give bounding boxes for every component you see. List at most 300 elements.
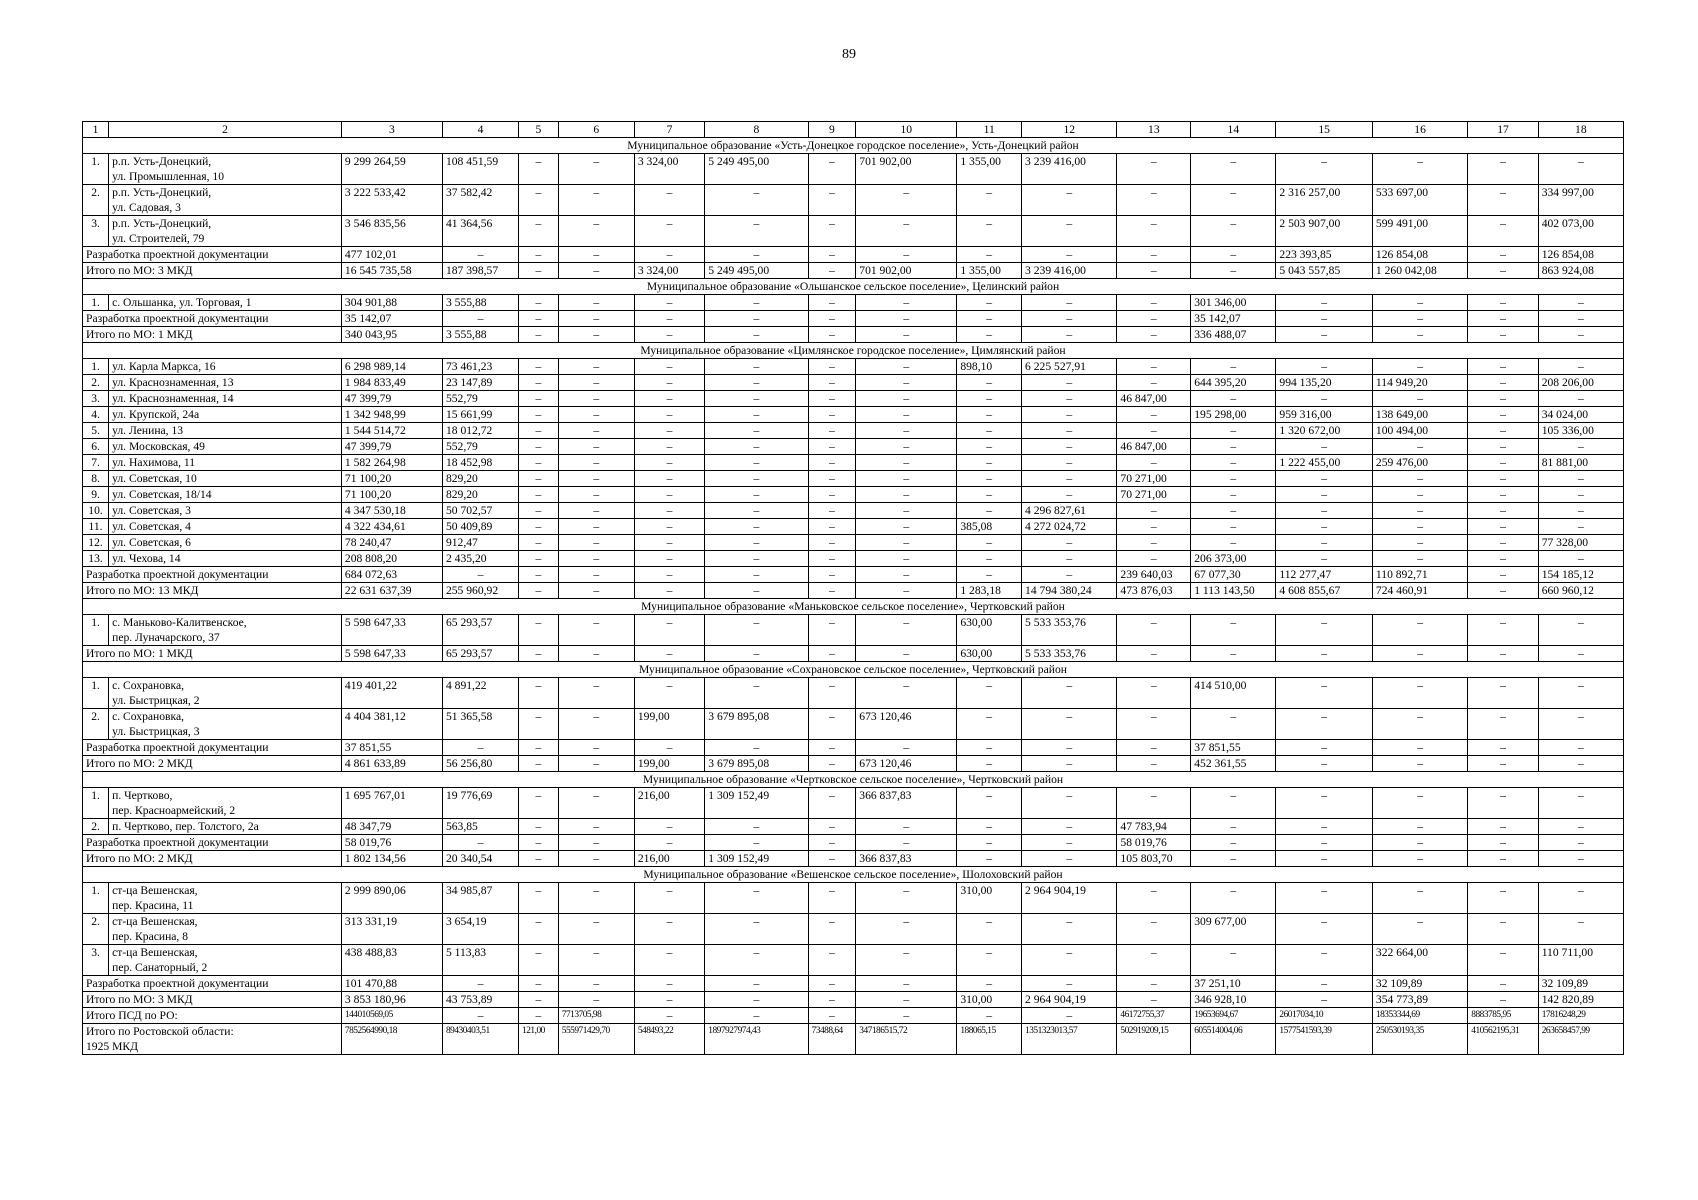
value-cell-col6: – (558, 756, 634, 772)
value-cell-col6: – (558, 391, 634, 407)
value-cell-col9: – (808, 519, 856, 535)
table-row (83, 551, 1624, 567)
value-cell-col12: 5 533 353,76 (1022, 615, 1117, 646)
value-cell-col4: 563,85 (442, 819, 518, 835)
section-title-row (83, 279, 1624, 295)
value-cell-col9: – (808, 535, 856, 551)
value-cell-col10: – (856, 185, 957, 216)
value-cell-col13: – (1117, 646, 1191, 662)
row-number: 2. (83, 185, 109, 216)
value-cell-col4: 41 364,56 (442, 216, 518, 247)
value-cell-col13: 105 803,70 (1117, 851, 1191, 867)
value-cell-col12: 3 239 416,00 (1022, 263, 1117, 279)
value-cell-col10: – (856, 615, 957, 646)
value-cell-col14: – (1191, 263, 1276, 279)
value-cell-col9: – (808, 976, 856, 992)
summary-row (83, 583, 1624, 599)
value-cell-col8: – (705, 311, 808, 327)
value-cell-col8: – (705, 503, 808, 519)
address-cell: с. Сохрановка, ул. Быстрицкая, 2 (109, 678, 342, 709)
value-cell-col4: – (442, 311, 518, 327)
value-cell-col13: 46 847,00 (1117, 439, 1191, 455)
value-cell-col8: 3 679 895,08 (705, 756, 808, 772)
value-cell-col17: 410562195,31 (1468, 1024, 1538, 1055)
value-cell-col10: – (856, 914, 957, 945)
value-cell-col18: – (1538, 615, 1623, 646)
column-number-8: 8 (705, 122, 808, 138)
value-cell-col5: – (519, 583, 559, 599)
section-title: Муниципальное образование «Вешенское сельское поселение», Шолоховский район (83, 867, 1624, 883)
value-cell-col6: – (558, 992, 634, 1008)
value-cell-col17: – (1468, 583, 1538, 599)
value-cell-col13: – (1117, 976, 1191, 992)
value-cell-col7: – (634, 359, 704, 375)
value-cell-col10: – (856, 471, 957, 487)
value-cell-col17: – (1468, 678, 1538, 709)
value-cell-col18: – (1538, 154, 1623, 185)
value-cell-col11: – (957, 247, 1022, 263)
value-cell-col13: – (1117, 740, 1191, 756)
value-cell-col18: 402 073,00 (1538, 216, 1623, 247)
value-cell-col12: – (1022, 327, 1117, 343)
value-cell-col11: 898,10 (957, 359, 1022, 375)
value-cell-col12: – (1022, 788, 1117, 819)
value-cell-col3: 22 631 637,39 (341, 583, 442, 599)
value-cell-col3: 1 342 948,99 (341, 407, 442, 423)
row-label: Итого ПСД по РО: (83, 1008, 342, 1024)
value-cell-col4: 552,79 (442, 439, 518, 455)
section-title: Муниципальное образование «Цимлянское городское поселение», Цимлянский район (83, 343, 1624, 359)
value-cell-col3: 684 072,63 (341, 567, 442, 583)
value-cell-col10: – (856, 295, 957, 311)
value-cell-col8: – (705, 945, 808, 976)
table-row (83, 788, 1624, 819)
value-cell-col11: – (957, 1008, 1022, 1024)
address-cell: ул. Карла Маркса, 16 (109, 359, 342, 375)
value-cell-col13: – (1117, 327, 1191, 343)
value-cell-col17: – (1468, 439, 1538, 455)
value-cell-col6: – (558, 295, 634, 311)
column-number-15: 15 (1276, 122, 1373, 138)
value-cell-col7: – (634, 503, 704, 519)
value-cell-col7: 216,00 (634, 788, 704, 819)
value-cell-col17: – (1468, 247, 1538, 263)
row-number: 3. (83, 216, 109, 247)
value-cell-col10: – (856, 247, 957, 263)
value-cell-col18: 334 997,00 (1538, 185, 1623, 216)
value-cell-col10: 347186515,72 (856, 1024, 957, 1055)
value-cell-col9: – (808, 615, 856, 646)
value-cell-col11: – (957, 819, 1022, 835)
value-cell-col15: – (1276, 992, 1373, 1008)
page-number: 89 (842, 47, 856, 62)
value-cell-col12: 5 533 353,76 (1022, 646, 1117, 662)
value-cell-col10: – (856, 423, 957, 439)
value-cell-col11: – (957, 407, 1022, 423)
value-cell-col4: 187 398,57 (442, 263, 518, 279)
header-row (83, 122, 1624, 138)
value-cell-col13: – (1117, 914, 1191, 945)
row-label: Итого по Ростовской области: 1925 МКД (83, 1024, 342, 1055)
summary-row (83, 646, 1624, 662)
column-number-2: 2 (109, 122, 342, 138)
address-cell: ул. Краснознаменная, 14 (109, 391, 342, 407)
value-cell-col16: – (1372, 503, 1467, 519)
address-cell: ул. Московская, 49 (109, 439, 342, 455)
value-cell-col4: 3 555,88 (442, 295, 518, 311)
value-cell-col8: – (705, 519, 808, 535)
value-cell-col7: 199,00 (634, 756, 704, 772)
summary-row (83, 327, 1624, 343)
value-cell-col16: 322 664,00 (1372, 945, 1467, 976)
value-cell-col3: 47 399,79 (341, 391, 442, 407)
value-cell-col12: 3 239 416,00 (1022, 154, 1117, 185)
value-cell-col17: – (1468, 519, 1538, 535)
value-cell-col12: 1351323013,57 (1022, 1024, 1117, 1055)
value-cell-col7: – (634, 327, 704, 343)
value-cell-col6: – (558, 359, 634, 375)
value-cell-col16: – (1372, 535, 1467, 551)
value-cell-col11: – (957, 740, 1022, 756)
section-title-row (83, 772, 1624, 788)
value-cell-col12: – (1022, 471, 1117, 487)
value-cell-col4: 65 293,57 (442, 615, 518, 646)
value-cell-col15: 959 316,00 (1276, 407, 1373, 423)
value-cell-col8: – (705, 535, 808, 551)
value-cell-col14: 301 346,00 (1191, 295, 1276, 311)
value-cell-col4: 4 891,22 (442, 678, 518, 709)
value-cell-col15: – (1276, 835, 1373, 851)
value-cell-col4: 51 365,58 (442, 709, 518, 740)
row-label: Разработка проектной документации (83, 835, 342, 851)
address-cell: р.п. Усть-Донецкий, ул. Промышленная, 10 (109, 154, 342, 185)
value-cell-col8: – (705, 740, 808, 756)
value-cell-col16: 724 460,91 (1372, 583, 1467, 599)
row-label: Итого по МО: 2 МКД (83, 851, 342, 867)
value-cell-col15: 994 135,20 (1276, 375, 1373, 391)
value-cell-col5: – (519, 740, 559, 756)
value-cell-col16: 114 949,20 (1372, 375, 1467, 391)
value-cell-col10: 673 120,46 (856, 709, 957, 740)
value-cell-col17: – (1468, 471, 1538, 487)
value-cell-col15: – (1276, 851, 1373, 867)
value-cell-col5: – (519, 391, 559, 407)
value-cell-col7: 3 324,00 (634, 154, 704, 185)
value-cell-col8: – (705, 391, 808, 407)
value-cell-col8: – (705, 216, 808, 247)
value-cell-col5: – (519, 535, 559, 551)
column-number-7: 7 (634, 122, 704, 138)
value-cell-col15: – (1276, 519, 1373, 535)
value-cell-col4: 23 147,89 (442, 375, 518, 391)
value-cell-col14: 452 361,55 (1191, 756, 1276, 772)
section-title: Муниципальное образование «Маньковское сельское поселение», Чертковский район (83, 599, 1624, 615)
value-cell-col8: – (705, 487, 808, 503)
table-row (83, 154, 1624, 185)
value-cell-col4: 5 113,83 (442, 945, 518, 976)
value-cell-col6: – (558, 646, 634, 662)
value-cell-col14: 346 928,10 (1191, 992, 1276, 1008)
value-cell-col17: – (1468, 311, 1538, 327)
value-cell-col3: 3 222 533,42 (341, 185, 442, 216)
value-cell-col9: – (808, 756, 856, 772)
table-row (83, 391, 1624, 407)
value-cell-col13: – (1117, 883, 1191, 914)
row-number: 1. (83, 678, 109, 709)
value-cell-col8: 5 249 495,00 (705, 263, 808, 279)
value-cell-col14: – (1191, 154, 1276, 185)
value-cell-col14: 1 113 143,50 (1191, 583, 1276, 599)
value-cell-col6: – (558, 471, 634, 487)
value-cell-col16: – (1372, 551, 1467, 567)
value-cell-col12: – (1022, 455, 1117, 471)
value-cell-col10: – (856, 439, 957, 455)
value-cell-col12: – (1022, 678, 1117, 709)
table-row (83, 914, 1624, 945)
value-cell-col3: 1 582 264,98 (341, 455, 442, 471)
value-cell-col18: 154 185,12 (1538, 567, 1623, 583)
value-cell-col5: – (519, 851, 559, 867)
value-cell-col12: – (1022, 295, 1117, 311)
value-cell-col16: – (1372, 439, 1467, 455)
value-cell-col12: – (1022, 375, 1117, 391)
value-cell-col11: – (957, 327, 1022, 343)
value-cell-col11: 310,00 (957, 883, 1022, 914)
value-cell-col10: – (856, 976, 957, 992)
value-cell-col5: – (519, 519, 559, 535)
column-number-3: 3 (341, 122, 442, 138)
value-cell-col13: 239 640,03 (1117, 567, 1191, 583)
value-cell-col6: – (558, 263, 634, 279)
value-cell-col4: 2 435,20 (442, 551, 518, 567)
value-cell-col17: – (1468, 263, 1538, 279)
value-cell-col12: 4 272 024,72 (1022, 519, 1117, 535)
value-cell-col7: – (634, 945, 704, 976)
summary-row (83, 263, 1624, 279)
value-cell-col5: – (519, 247, 559, 263)
value-cell-col18: – (1538, 819, 1623, 835)
table-row (83, 615, 1624, 646)
value-cell-col18: – (1538, 551, 1623, 567)
value-cell-col15: – (1276, 391, 1373, 407)
value-cell-col13: 473 876,03 (1117, 583, 1191, 599)
value-cell-col18: – (1538, 756, 1623, 772)
value-cell-col4: 108 451,59 (442, 154, 518, 185)
value-cell-col6: – (558, 567, 634, 583)
value-cell-col15: – (1276, 503, 1373, 519)
value-cell-col15: – (1276, 154, 1373, 185)
value-cell-col8: – (705, 615, 808, 646)
value-cell-col7: – (634, 519, 704, 535)
financing-table (82, 121, 1624, 1055)
value-cell-col14: – (1191, 216, 1276, 247)
value-cell-col9: – (808, 359, 856, 375)
value-cell-col11: – (957, 567, 1022, 583)
value-cell-col12: – (1022, 976, 1117, 992)
value-cell-col18: – (1538, 311, 1623, 327)
value-cell-col17: – (1468, 423, 1538, 439)
value-cell-col6: – (558, 945, 634, 976)
value-cell-col8: – (705, 327, 808, 343)
value-cell-col18: – (1538, 471, 1623, 487)
row-number: 3. (83, 391, 109, 407)
value-cell-col5: – (519, 1008, 559, 1024)
value-cell-col7: – (634, 455, 704, 471)
value-cell-col11: – (957, 976, 1022, 992)
table-body (83, 122, 1624, 1055)
value-cell-col17: – (1468, 375, 1538, 391)
value-cell-col17: – (1468, 788, 1538, 819)
value-cell-col10: – (856, 646, 957, 662)
row-label: Итого по МО: 1 МКД (83, 327, 342, 343)
value-cell-col8: – (705, 646, 808, 662)
value-cell-col18: – (1538, 835, 1623, 851)
value-cell-col17: – (1468, 851, 1538, 867)
summary-row (83, 976, 1624, 992)
value-cell-col13: – (1117, 455, 1191, 471)
value-cell-col16: – (1372, 471, 1467, 487)
value-cell-col4: 552,79 (442, 391, 518, 407)
value-cell-col13: – (1117, 359, 1191, 375)
value-cell-col5: – (519, 154, 559, 185)
value-cell-col3: 47 399,79 (341, 439, 442, 455)
value-cell-col18: – (1538, 439, 1623, 455)
value-cell-col18: – (1538, 914, 1623, 945)
value-cell-col10: – (856, 1008, 957, 1024)
value-cell-col15: – (1276, 709, 1373, 740)
value-cell-col8: 1897927974,43 (705, 1024, 808, 1055)
value-cell-col12: 4 296 827,61 (1022, 503, 1117, 519)
value-cell-col17: – (1468, 535, 1538, 551)
value-cell-col3: 7852564990,18 (341, 1024, 442, 1055)
row-number: 5. (83, 423, 109, 439)
value-cell-col15: – (1276, 976, 1373, 992)
value-cell-col12: – (1022, 407, 1117, 423)
value-cell-col11: – (957, 914, 1022, 945)
value-cell-col18: 142 820,89 (1538, 992, 1623, 1008)
value-cell-col18: – (1538, 788, 1623, 819)
value-cell-col3: 2 999 890,06 (341, 883, 442, 914)
value-cell-col7: 3 324,00 (634, 263, 704, 279)
value-cell-col3: 58 019,76 (341, 835, 442, 851)
value-cell-col6: – (558, 455, 634, 471)
value-cell-col9: – (808, 740, 856, 756)
value-cell-col11: 630,00 (957, 646, 1022, 662)
row-number: 1. (83, 883, 109, 914)
value-cell-col14: – (1191, 883, 1276, 914)
value-cell-col8: – (705, 883, 808, 914)
value-cell-col3: 313 331,19 (341, 914, 442, 945)
table-row (83, 471, 1624, 487)
value-cell-col7: – (634, 646, 704, 662)
table-row (83, 883, 1624, 914)
total-row (83, 1024, 1624, 1055)
value-cell-col4: 89430403,51 (442, 1024, 518, 1055)
value-cell-col15: 1 222 455,00 (1276, 455, 1373, 471)
value-cell-col11: – (957, 375, 1022, 391)
value-cell-col12: 2 964 904,19 (1022, 883, 1117, 914)
value-cell-col13: – (1117, 407, 1191, 423)
value-cell-col5: – (519, 756, 559, 772)
value-cell-col11: – (957, 503, 1022, 519)
value-cell-col10: – (856, 535, 957, 551)
value-cell-col3: 6 298 989,14 (341, 359, 442, 375)
table-row (83, 375, 1624, 391)
value-cell-col17: 8883785,95 (1468, 1008, 1538, 1024)
value-cell-col10: – (856, 375, 957, 391)
value-cell-col18: – (1538, 487, 1623, 503)
value-cell-col16: – (1372, 756, 1467, 772)
value-cell-col6: – (558, 851, 634, 867)
value-cell-col8: – (705, 455, 808, 471)
value-cell-col17: – (1468, 551, 1538, 567)
section-title: Муниципальное образование «Усть-Донецкое городское поселение», Усть-Донецкий район (83, 138, 1624, 154)
value-cell-col12: 6 225 527,91 (1022, 359, 1117, 375)
value-cell-col15: – (1276, 678, 1373, 709)
value-cell-col14: – (1191, 835, 1276, 851)
value-cell-col5: – (519, 914, 559, 945)
value-cell-col4: – (442, 835, 518, 851)
table-row (83, 487, 1624, 503)
summary-row (83, 740, 1624, 756)
value-cell-col8: – (705, 423, 808, 439)
value-cell-col8: – (705, 471, 808, 487)
value-cell-col18: 126 854,08 (1538, 247, 1623, 263)
value-cell-col10: 701 902,00 (856, 263, 957, 279)
value-cell-col16: – (1372, 311, 1467, 327)
row-label: Разработка проектной документации (83, 247, 342, 263)
value-cell-col3: 419 401,22 (341, 678, 442, 709)
value-cell-col16: 259 476,00 (1372, 455, 1467, 471)
value-cell-col11: – (957, 423, 1022, 439)
value-cell-col7: – (634, 423, 704, 439)
value-cell-col9: – (808, 154, 856, 185)
value-cell-col10: – (856, 216, 957, 247)
value-cell-col15: 1 320 672,00 (1276, 423, 1373, 439)
value-cell-col13: – (1117, 295, 1191, 311)
address-cell: ул. Советская, 4 (109, 519, 342, 535)
value-cell-col11: 1 355,00 (957, 263, 1022, 279)
address-cell: с. Сохрановка, ул. Быстрицкая, 3 (109, 709, 342, 740)
value-cell-col5: – (519, 819, 559, 835)
value-cell-col5: – (519, 678, 559, 709)
value-cell-col4: – (442, 976, 518, 992)
value-cell-col14: 605514004,06 (1191, 1024, 1276, 1055)
value-cell-col11: – (957, 487, 1022, 503)
value-cell-col17: – (1468, 185, 1538, 216)
value-cell-col5: – (519, 311, 559, 327)
value-cell-col14: – (1191, 788, 1276, 819)
value-cell-col17: – (1468, 756, 1538, 772)
value-cell-col17: – (1468, 883, 1538, 914)
value-cell-col10: – (856, 359, 957, 375)
value-cell-col7: – (634, 567, 704, 583)
value-cell-col16: 126 854,08 (1372, 247, 1467, 263)
row-number: 2. (83, 375, 109, 391)
value-cell-col6: – (558, 503, 634, 519)
value-cell-col18: – (1538, 391, 1623, 407)
value-cell-col9: – (808, 311, 856, 327)
value-cell-col13: – (1117, 992, 1191, 1008)
value-cell-col18: 17816248,29 (1538, 1008, 1623, 1024)
value-cell-col10: – (856, 455, 957, 471)
value-cell-col4: 18 452,98 (442, 455, 518, 471)
row-label: Итого по МО: 1 МКД (83, 646, 342, 662)
table-row (83, 709, 1624, 740)
value-cell-col5: – (519, 439, 559, 455)
column-number-14: 14 (1191, 122, 1276, 138)
value-cell-col10: – (856, 567, 957, 583)
